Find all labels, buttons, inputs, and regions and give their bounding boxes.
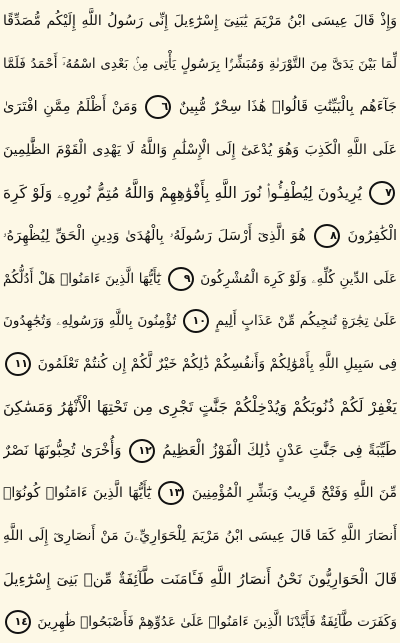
verse-text: مِّنَ اللَّهِ وَفَتْحٌ قَرِيبٌ وَبَشِّرِ الْمُؤْمِنِينَ — [191, 485, 397, 502]
ayah-number-marker: ١٤ — [5, 610, 31, 634]
verse-line — [3, 519, 397, 553]
verse-text: أَنصَارَ اللَّهِ كَمَا قَالَ عِيسَى ابْنُ مَرْيَمَ لِلْحَوَارِيِّۦنَ مَنْ أَنصَارِىٓ إِلَى اللَّهِ — [3, 528, 397, 545]
verse-line — [3, 262, 397, 296]
ayah-number-marker: ١٢ — [129, 439, 155, 463]
verse-line — [3, 562, 397, 596]
ayah-number-marker: ٧ — [369, 181, 395, 205]
verse-line — [3, 347, 397, 381]
verse-line — [3, 90, 397, 124]
ayah-number-marker: ١٠ — [183, 309, 209, 333]
verse-text: هُوَ الَّذِىٓ أَرْسَلَ رَسُولَهُۥ بِالْهُدَىٰ وَدِينِ الْحَقِّ لِيُظْهِرَهُۥ — [3, 227, 307, 244]
verse-line — [3, 476, 397, 510]
verse-text: طَيِّبَةً فِى جَنَّٰتِ عَدْنٍ ذَٰلِكَ الْفَوْزُ الْعَظِيمُ — [162, 441, 397, 460]
verse-line — [3, 47, 397, 81]
verse-lines — [3, 4, 397, 639]
ayah-number-marker: ١١ — [5, 352, 31, 376]
verse-line — [3, 605, 397, 639]
verse-text: تُؤْمِنُونَ بِاللَّهِ وَرَسُولِهِۦ وَتُجَٰهِدُونَ — [3, 313, 177, 330]
verse-text: عَلَىٰ تِجَٰرَةٍ تُنجِيكُم مِّنْ عَذَابٍ أَلِيمٍ — [215, 313, 397, 330]
verse-line — [3, 304, 397, 338]
verse-text: يَٰٓأَيُّهَا الَّذِينَ ءَامَنُوا۟ هَلْ أَدُلُّكُمْ — [3, 270, 161, 287]
verse-text: يَٰٓأَيُّهَا الَّذِينَ ءَامَنُوا۟ كُونُوٓا۟ — [3, 485, 152, 502]
verse-text: يُرِيدُونَ لِيُطْفِـُٔوا۟ نُورَ اللَّهِ بِأَفْوَٰهِهِمْ وَاللَّهُ مُتِمُّ نُورِهِۦ وَلَوْ كَرِهَ — [3, 183, 362, 202]
verse-text: عَلَى الدِّينِ كُلِّهِۦ وَلَوْ كَرِهَ الْمُشْرِكُونَ — [200, 270, 397, 287]
verse-line — [3, 219, 397, 253]
verse-line — [3, 133, 397, 167]
verse-text: وَأُخْرَىٰ تُحِبُّونَهَا نَصْرٌ — [3, 441, 122, 460]
verse-text: الْكَٰفِرُونَ — [347, 227, 397, 244]
verse-text: جَآءَهُم بِالْبَيِّنَٰتِ قَالُوا۟ هَٰذَا سِحْرٌ مُّبِينٌ — [178, 98, 397, 115]
verse-text: وَمَنْ أَظْلَمُ مِمَّنِ افْتَرَىٰ — [3, 98, 138, 115]
verse-text: يَغْفِرْ لَكُمْ ذُنُوبَكُمْ وَيُدْخِلْكُمْ جَنَّٰتٍ تَجْرِى مِن تَحْتِهَا الْأَنْهَٰرُ وَمَسَٰكِنَ — [3, 398, 397, 417]
verse-text: وَإِذْ قَالَ عِيسَى ابْنُ مَرْيَمَ يَٰبَنِىٓ إِسْرَٰٓءِيلَ إِنِّى رَسُولُ اللَّهِ إِلَيْكُم مُّصَدِّقًا — [3, 13, 397, 29]
ayah-number-marker: ٩ — [168, 267, 194, 291]
verse-line — [3, 390, 397, 424]
verse-text: قَالَ الْحَوَارِيُّونَ نَحْنُ أَنصَارُ اللَّهِ فَـَٔامَنَت طَّآئِفَةٌ مِّنۢ بَنِىٓ إِسْرَٰٓءِيلَ — [3, 569, 397, 588]
verse-text: فِى سَبِيلِ اللَّهِ بِأَمْوَٰلِكُمْ وَأَنفُسِكُمْ ذَٰلِكُمْ خَيْرٌ لَّكُمْ إِن كُنتُمْ تَعْلَمُونَ — [37, 356, 397, 373]
verse-line — [3, 4, 397, 38]
ayah-number-marker: ١٣ — [158, 481, 184, 505]
ayah-number-marker: ٦ — [145, 95, 171, 119]
verse-line — [3, 433, 397, 467]
verse-text: عَلَى اللَّهِ الْكَذِبَ وَهُوَ يُدْعَىٰٓ إِلَى الْإِسْلَٰمِ وَاللَّهُ لَا يَهْدِى الْقَوْمَ الظَّٰلِمِينَ — [3, 141, 397, 158]
verse-line — [3, 176, 397, 210]
verse-text: وَكَفَرَت طَّآئِفَةٌ فَأَيَّدْنَا الَّذِينَ ءَامَنُوا۟ عَلَىٰ عَدُوِّهِمْ فَأَصْبَحُوا۟ ظَٰهِرِينَ — [37, 613, 397, 630]
ayah-number-marker: ٨ — [314, 224, 340, 248]
verse-text: لِّمَا بَيْنَ يَدَىَّ مِنَ التَّوْرَىٰةِ وَمُبَشِّرًۢا بِرَسُولٍ يَأْتِى مِنۢ بَعْدِى اسْمُهُۥٓ أَحْمَدُ فَلَمَّا — [3, 55, 397, 72]
